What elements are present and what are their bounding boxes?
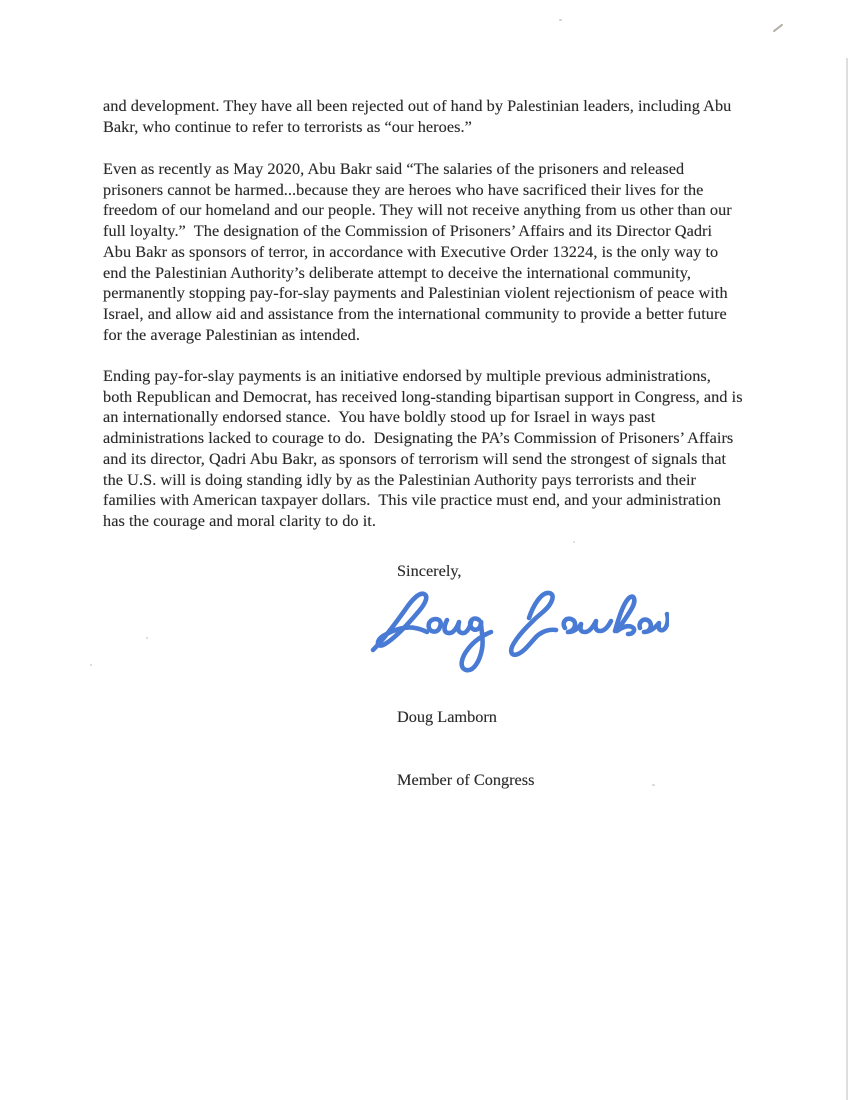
text-line: the U.S. will is doing standing idly by as the Palestinian Authority pays terrorists and their <box>103 469 697 489</box>
scan-speck <box>573 541 575 543</box>
text-line: has the courage and moral clarity to do it. <box>103 510 376 530</box>
text-line: and its director, Qadri Abu Bakr, as sponsors of terrorism will send the strongest of signals that <box>103 448 727 468</box>
paragraph-3 <box>103 366 743 532</box>
text-line: Abu Bakr as sponsors of terror, in accordance with Executive Order 13224, is the only way to <box>103 241 719 261</box>
closing-salutation: Sincerely, <box>397 561 462 580</box>
text-line: end the Palestinian Authority’s deliberate attempt to deceive the international community, <box>103 262 692 282</box>
signature-block <box>397 663 534 833</box>
paragraph-2 <box>103 159 732 345</box>
scan-edge-line <box>846 58 848 1100</box>
text-line: administrations lacked to courage to do. Designating the PA’s Commission of Prisoners’ Affairs <box>103 428 734 448</box>
scan-speck <box>652 784 655 786</box>
scan-speck <box>559 19 562 21</box>
text-line: Even as recently as May 2020, Abu Bakr said “The salaries of the prisoners and released <box>103 159 685 178</box>
signature-ink <box>373 593 668 670</box>
text-line: Israel, and allow aid and assistance from the international community to provide a better future <box>103 303 727 323</box>
scan-speck <box>146 637 148 639</box>
signer-name: Doug Lamborn <box>397 706 497 726</box>
scan-speck <box>90 664 92 666</box>
text-line: freedom of our homeland and our people. They will not receive anything from us other than our <box>103 200 732 220</box>
text-line: an internationally endorsed stance. You have boldly stood up for Israel in ways past <box>103 407 656 427</box>
text-line: Ending pay-for-slay payments is an initiative endorsed by multiple previous administrations, <box>103 366 711 385</box>
text-line: Bakr, who continue to refer to terrorists as “our heroes.” <box>103 116 472 136</box>
pen-mark-artifact <box>773 24 784 33</box>
text-line: families with American taxpayer dollars. This vile practice must end, and your administration <box>103 490 721 510</box>
text-line: full loyalty.” The designation of the Commission of Prisoners’ Affairs and its Director Qadri <box>103 221 713 241</box>
text-line: permanently stopping pay-for-slay payments and Palestinian violent rejectionism of peace with <box>103 283 728 303</box>
text-line: prisoners cannot be harmed...because they are heroes who have sacrificed their lives for the <box>103 179 704 199</box>
paragraph-1 <box>103 96 731 137</box>
text-line: both Republican and Democrat, has received long-standing bipartisan support in Congress, and is <box>103 386 743 406</box>
text-line: for the average Palestinian as intended. <box>103 324 360 344</box>
signer-title: Member of Congress <box>397 770 535 790</box>
text-line: and development. They have all been rejected out of hand by Palestinian leaders, including Abu <box>103 96 732 115</box>
